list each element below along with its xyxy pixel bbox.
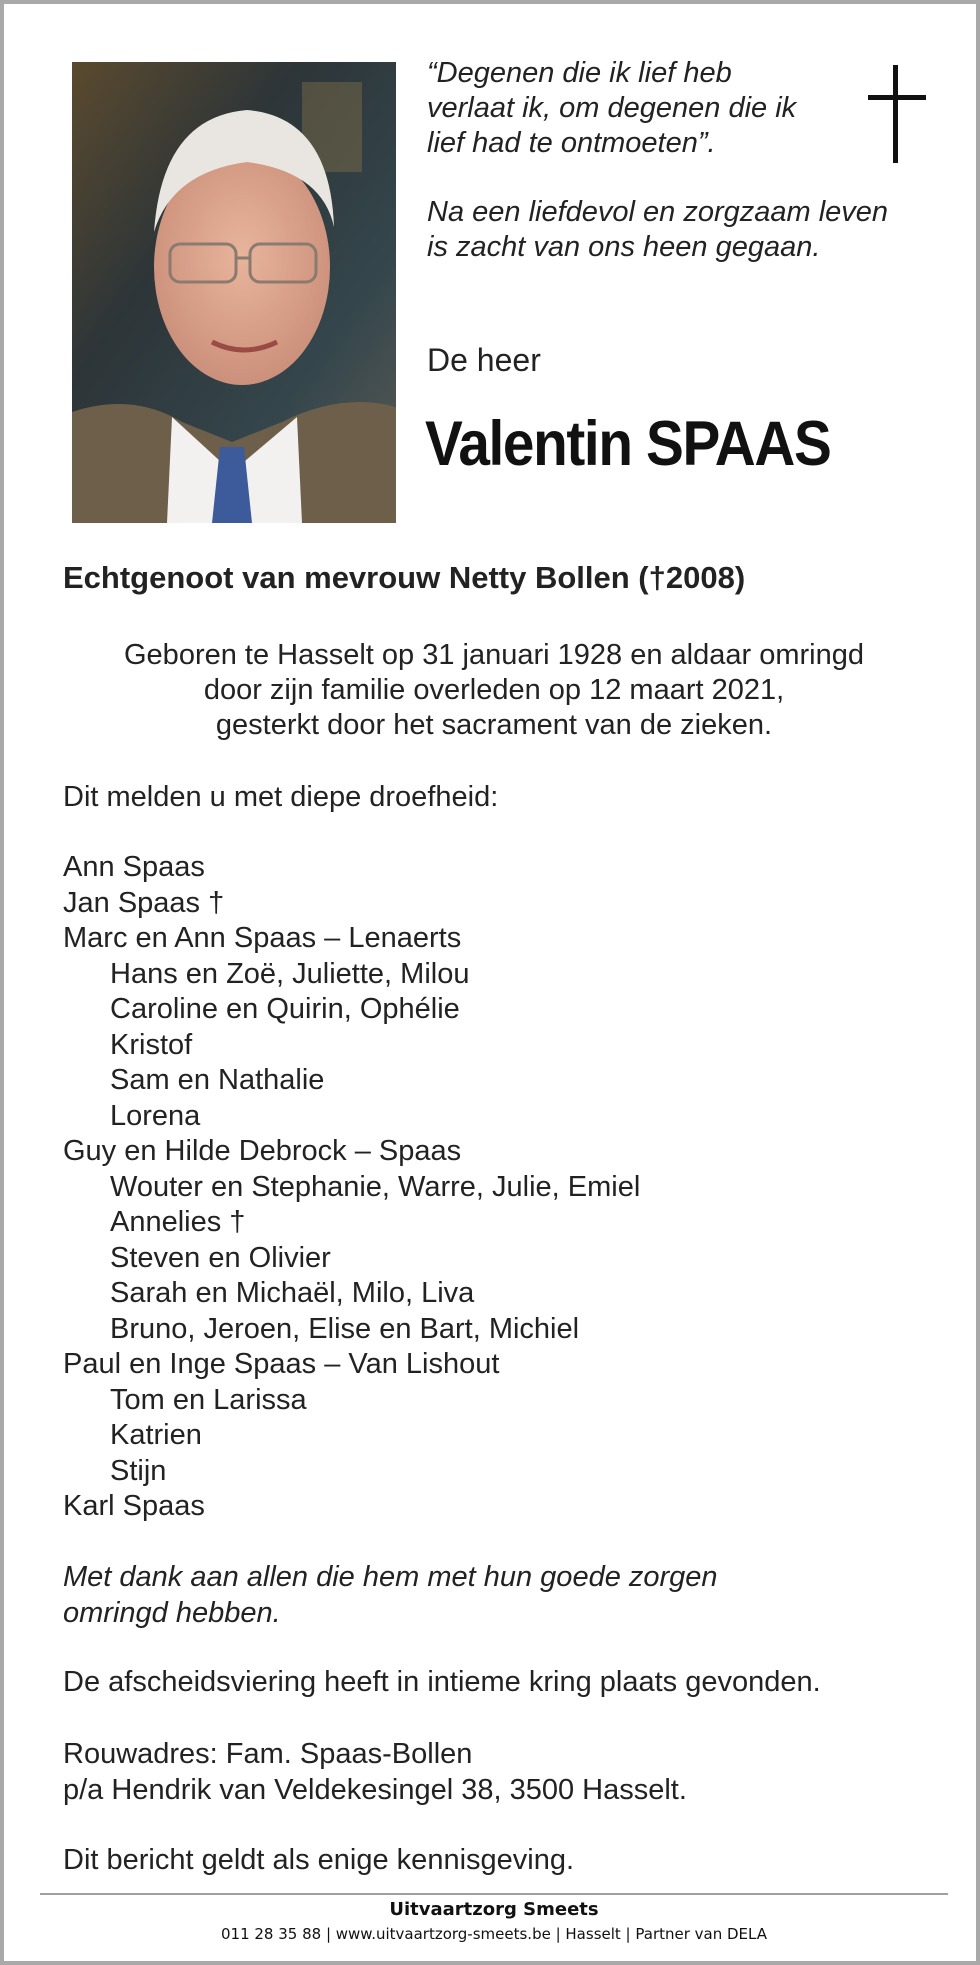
portrait-photo (72, 62, 396, 523)
footer-divider (40, 1893, 948, 1895)
salutation: De heer (427, 342, 541, 378)
family-member: Sam en Nathalie (110, 1064, 325, 1096)
family-member: Annelies † (110, 1206, 246, 1238)
family-member: Wouter en Stephanie, Warre, Julie, Emiel (110, 1170, 641, 1203)
family-member: Kristof (110, 1028, 193, 1061)
family-member: Lorena (110, 1099, 201, 1132)
family-member: Ann Spaas (63, 851, 205, 883)
family-member: Tom en Larissa (110, 1383, 307, 1416)
funeral-home-name: Uitvaartzorg Smeets (389, 1899, 599, 1920)
family-member: Karl Spaas (63, 1490, 205, 1522)
notice-text: Dit bericht geldt als enige kennisgeving. (63, 1844, 575, 1876)
thanks-text: Met dank aan allen die hem met hun goede zorgen omringd hebben. (63, 1561, 718, 1629)
announcement-line: Dit melden u met diepe droefheid: (63, 781, 499, 813)
family-member: Katrien (110, 1419, 202, 1451)
family-member: Hans en Zoë, Juliette, Milou (110, 957, 470, 990)
mourning-address: Rouwadres: Fam. Spaas-Bollen p/a Hendrik van Veldekesingel 38, 3500 Hasselt. (63, 1738, 687, 1806)
family-list (63, 850, 943, 1525)
family-member: Sarah en Michaël, Milo, Liva (110, 1277, 475, 1309)
family-member: Jan Spaas † (63, 886, 225, 919)
spouse-line: Echtgenoot van mevrouw Netty Bollen (†2008) (63, 560, 746, 595)
family-member: Guy en Hilde Debrock – Spaas (63, 1135, 462, 1167)
ceremony-text: De afscheidsviering heeft in intieme kring plaats gevonden. (63, 1666, 821, 1698)
family-member: Steven en Olivier (110, 1241, 331, 1274)
family-member: Caroline en Quirin, Ophélie (110, 993, 460, 1025)
family-member: Marc en Ann Spaas – Lenaerts (63, 922, 462, 954)
latin-cross-icon (868, 65, 926, 163)
family-member: Paul en Inge Spaas – Van Lishout (63, 1348, 500, 1380)
birth-death-text: Geboren te Hasselt op 31 januari 1928 en aldaar omringd door zijn familie overleden op 12 maart 2021, gesterkt door het sacrament van de zieken. (124, 639, 864, 741)
family-member: Stijn (110, 1454, 167, 1487)
deceased-name: Valentin SPAAS (425, 409, 831, 479)
funeral-home-contact: 011 28 35 88 | www.uitvaartzorg-smeets.be | Hasselt | Partner van DELA (220, 1925, 767, 1943)
intro-text: Na een liefdevol en zorgzaam leven is zacht van ons heen gegaan. (427, 196, 889, 263)
family-member: Bruno, Jeroen, Elise en Bart, Michiel (110, 1312, 580, 1345)
quote-text: “Degenen die ik lief heb verlaat ik, om degenen die ik lief had te ontmoeten”. (427, 57, 797, 159)
